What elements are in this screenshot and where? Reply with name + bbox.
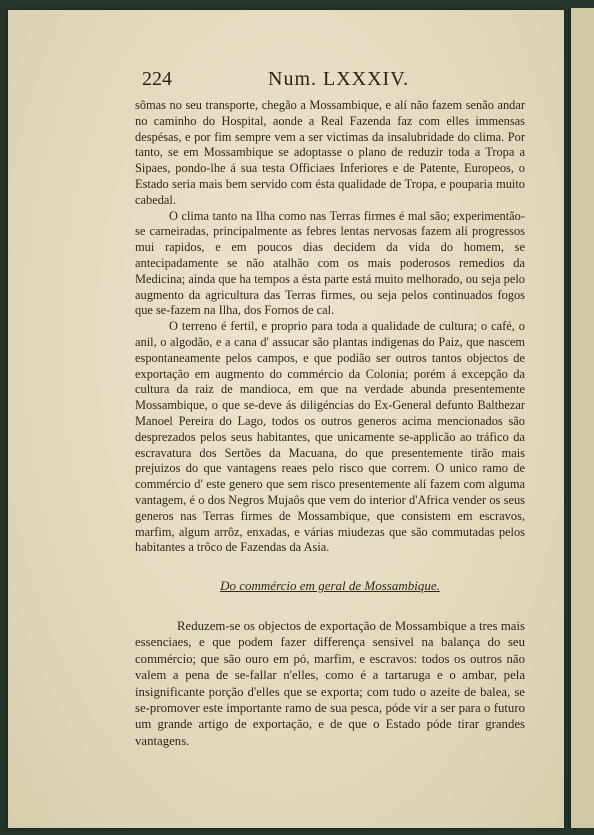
paragraph-exports: Reduzem-se os objectos de exportação de Mossambique a tres mais essenciaes, e que podem fazer differença sensivel na balança do seu commércio; que são ouro em pó, marfim, e escravos: todos os outros não valem a pena de se-fallar n'elles, como é a tartaruga e o ambar, pela insignificante porção d'elles que se exporta; com tudo o azeite de balea, se se-promover este importante ramo de sua pesca, póde vir a ser para o futuro um grande artigo de exportação, e de que o Estado póde tirar grandes vantagens. bbox=[135, 618, 525, 748]
paragraph-climate: O clima tanto na Ilha como nas Terras firmes é mal são; experimentão-se carneiradas, principalmente as febres lentas nervosas fazem alí progressos mui rapidos, e em poucos dias decidem da vida do homem, se antecipadamente se não atalhão com os mais poderosos remedios da Medicina; ainda que ha tempos a ésta parte está muito melhorado, ou seja pelo augmento da agricultura das Terras firmes, ou seja pelos continuados fogos que se-fazem na Ilha, dos Fornos de cal. bbox=[135, 208, 525, 318]
running-head: Num. LXXXIV. bbox=[268, 68, 410, 90]
section-title: Do commércio em geral de Mossambique. bbox=[220, 578, 440, 594]
adjacent-page-edge bbox=[568, 8, 594, 828]
body-text bbox=[135, 98, 525, 749]
paragraph-continued: sômas no seu transporte, chegão a Mossambique, e alí não fazem senão andar no caminho do Hospital, aonde a Real Fazenda faz com elles immensas despésas, e por fim sempre vem a ser victimas da insalubridade do clima. Por tanto, se em Mossambique se adoptasse o plano de reduzir toda a Tropa a Sipaes, pondo-lhe á sua testa Officiaes Inferiores e de Patente, Europeos, o Estado seria mais bem servido com ésta qualidade de Tropa, e poupаria muito cabedal. bbox=[135, 98, 525, 207]
page-number: 224 bbox=[142, 68, 172, 90]
paragraph-terrain: O terreno é fertil, e proprio para toda a qualidade de cultura; o café, o anil, o algodão, e a cana d' assucar são plantas indigenas do Paiz, que nascem espontaneamente pelos campos, e que podião ser outros tantos objectos de exportação em augmento do commércio da Colonia; porém á excepção da cultura da raiz de mandioca, em que na verdade abunda presentemente Mossambique, o que se-deve ás diligéncias do Ex-General defunto Balthezar Manoel Pereira do Lago, todos os outros generos acima mencionados são desprezados pelos seus habitantes, que unicamente se-applicão ao tráfico da escravatura dos Sertões da Macuana, do que presentemente tirão mais prejuizos do que vantagens reaes pelo risco que correm. O unico ramo de commércio d' este genero que sem risco presentemente alí fazem com alguma vantagem, é o dos Negros Mujaôs que vem do interior d'Africa vender os seus generos nas Terras firmes de Mossambique, que consistem em escravos, marfim, algum arrôz, enxadas, e várias miudezas que são commutadas pelos habitantes a trôco de Fazendas da Asia. bbox=[135, 319, 525, 555]
page-header bbox=[132, 68, 522, 94]
